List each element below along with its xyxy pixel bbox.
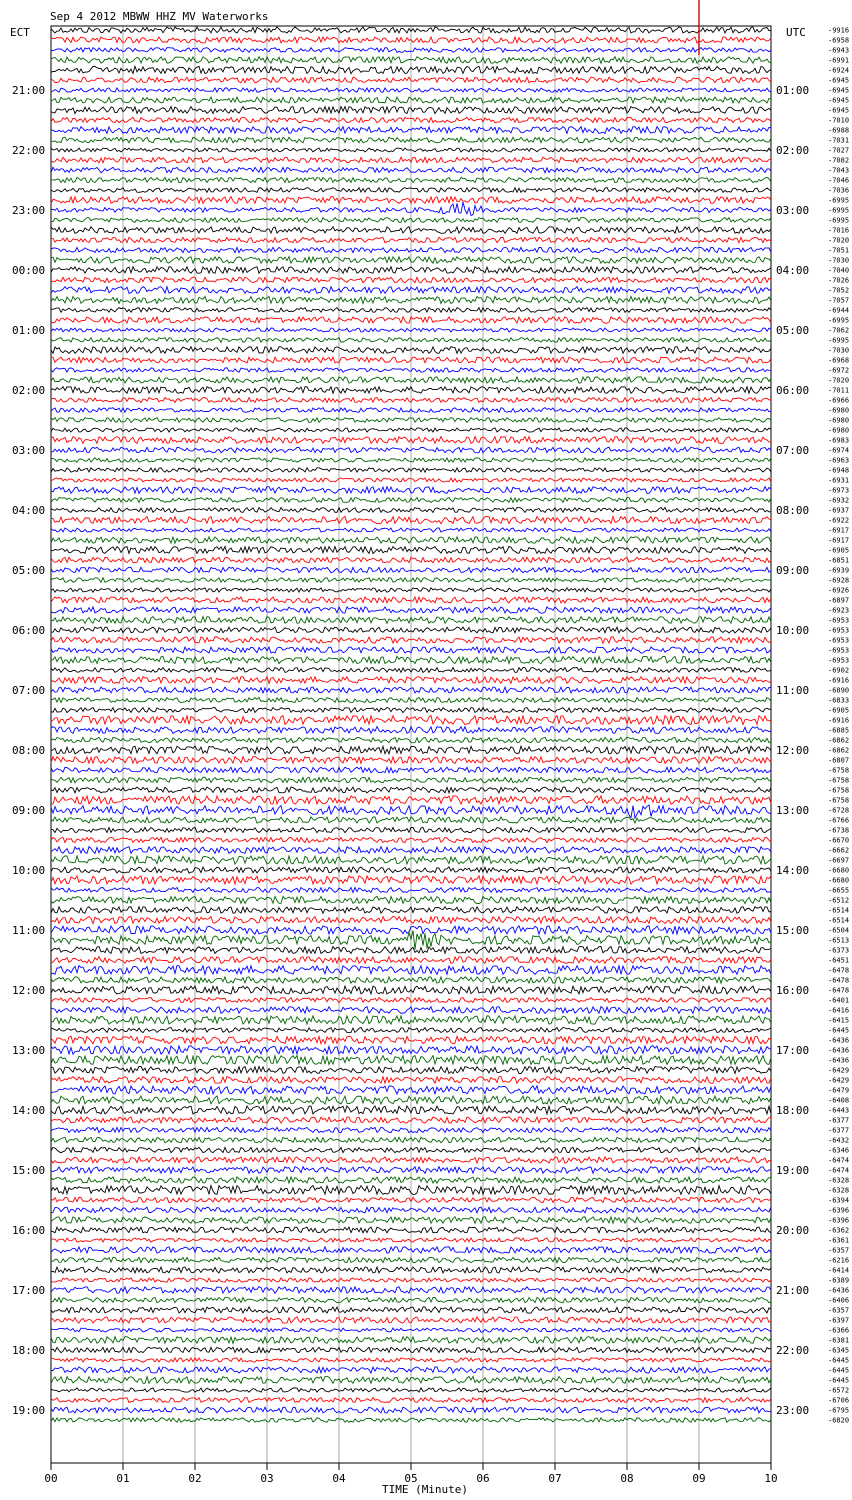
trace-offset-label: -6514: [828, 906, 850, 915]
trace-offset-label: -6396: [828, 1206, 850, 1215]
right-axis-label: UTC: [786, 26, 806, 39]
trace-offset-label: -6361: [828, 1236, 850, 1245]
utc-hour-label: 06:00: [776, 384, 810, 397]
x-tick-label: 09: [692, 1472, 706, 1485]
trace-offset-label: -7031: [828, 136, 850, 145]
trace-offset-label: -6958: [828, 36, 850, 45]
trace-offset-label: -6670: [828, 836, 850, 845]
trace-offset-label: -6479: [828, 1086, 850, 1095]
trace-offset-label: -6357: [828, 1306, 850, 1315]
trace-offset-label: -6445: [828, 1366, 850, 1375]
trace-offset-label: -6728: [828, 806, 850, 815]
trace-offset-label: -6513: [828, 936, 850, 945]
trace-offset-label: -6917: [828, 536, 850, 545]
utc-hour-label: 05:00: [776, 324, 810, 337]
trace-offset-label: -7030: [828, 256, 850, 265]
trace-offset-label: -6980: [828, 406, 850, 415]
trace-offset-label: -6953: [828, 626, 850, 635]
trace-offset-label: -6862: [828, 746, 850, 755]
utc-hour-label: 13:00: [776, 804, 810, 817]
x-tick-label: 07: [548, 1472, 562, 1485]
trace-offset-label: -6758: [828, 786, 850, 795]
ect-hour-label: 16:00: [12, 1224, 46, 1237]
trace-offset-label: -7062: [828, 326, 850, 335]
utc-hour-label: 19:00: [776, 1164, 810, 1177]
trace-offset-label: -6429: [828, 1076, 850, 1085]
trace-offset-label: -6937: [828, 506, 850, 515]
trace-offset-label: -6401: [828, 996, 850, 1005]
trace-offset-label: -6406: [828, 1296, 850, 1305]
trace-offset-label: -6758: [828, 776, 850, 785]
trace-offset-label: -6738: [828, 826, 850, 835]
x-tick-label: 03: [260, 1472, 274, 1485]
utc-hour-label: 16:00: [776, 984, 810, 997]
ect-hour-label: 01:00: [12, 324, 46, 337]
trace-offset-label: -6944: [828, 306, 850, 315]
trace-offset-label: -6397: [828, 1316, 850, 1325]
ect-hour-label: 06:00: [12, 624, 46, 637]
trace-offset-label: -6916: [828, 676, 850, 685]
trace-offset-label: -6389: [828, 1276, 850, 1285]
trace-offset-label: -7057: [828, 296, 850, 305]
trace-offset-label: -6953: [828, 636, 850, 645]
ect-hour-label: 19:00: [12, 1404, 46, 1417]
utc-hour-label: 10:00: [776, 624, 810, 637]
left-axis-label: ECT: [10, 26, 30, 39]
trace-offset-label: -6394: [828, 1196, 850, 1205]
trace-offset-label: -6916: [828, 716, 850, 725]
trace-offset-label: -6706: [828, 1396, 850, 1405]
trace-offset-label: -6758: [828, 796, 850, 805]
trace-offset-label: -6963: [828, 456, 850, 465]
trace-offset-label: -6429: [828, 1066, 850, 1075]
ect-hour-label: 02:00: [12, 384, 46, 397]
chart-title: Sep 4 2012 MBWW HHZ MV Waterworks: [50, 10, 269, 23]
trace-offset-label: -6932: [828, 496, 850, 505]
ect-hour-label: 15:00: [12, 1164, 46, 1177]
trace-offset-label: -6362: [828, 1226, 850, 1235]
trace-offset-label: -6445: [828, 1356, 850, 1365]
utc-hour-label: 04:00: [776, 264, 810, 277]
trace-offset-label: -6928: [828, 576, 850, 585]
trace-offset-label: -7082: [828, 156, 850, 165]
trace-offset-label: -6436: [828, 1056, 850, 1065]
ect-hour-label: 05:00: [12, 564, 46, 577]
trace-offset-label: -6697: [828, 856, 850, 865]
utc-hour-label: 20:00: [776, 1224, 810, 1237]
utc-hour-label: 12:00: [776, 744, 810, 757]
trace-offset-label: -6983: [828, 436, 850, 445]
trace-offset-label: -6377: [828, 1126, 850, 1135]
trace-offset-label: -6416: [828, 1006, 850, 1015]
trace-offset-label: -6862: [828, 736, 850, 745]
trace-offset-label: -7010: [828, 116, 850, 125]
x-tick-label: 02: [188, 1472, 202, 1485]
utc-hour-label: 09:00: [776, 564, 810, 577]
utc-hour-label: 18:00: [776, 1104, 810, 1117]
trace-offset-label: -7043: [828, 166, 850, 175]
trace-offset-label: -6972: [828, 366, 850, 375]
trace-offset-label: -6346: [828, 1146, 850, 1155]
trace-offset-label: -6926: [828, 586, 850, 595]
trace-offset-label: -6902: [828, 666, 850, 675]
utc-hour-label: 07:00: [776, 444, 810, 457]
trace-offset-label: -6436: [828, 1286, 850, 1295]
utc-hour-label: 14:00: [776, 864, 810, 877]
trace-offset-label: -6758: [828, 766, 850, 775]
trace-offset-label: -6474: [828, 1156, 850, 1165]
utc-hour-label: 08:00: [776, 504, 810, 517]
ect-hour-label: 09:00: [12, 804, 46, 817]
trace-offset-label: -7020: [828, 236, 850, 245]
trace-offset-label: -6766: [828, 816, 850, 825]
trace-offset-label: -7036: [828, 186, 850, 195]
x-tick-label: 05: [404, 1472, 418, 1485]
x-tick-label: 06: [476, 1472, 490, 1485]
trace-offset-label: -6432: [828, 1136, 850, 1145]
trace-offset-label: -6851: [828, 556, 850, 565]
trace-offset-label: -7020: [828, 376, 850, 385]
trace-offset-label: -6890: [828, 686, 850, 695]
ect-hour-label: 08:00: [12, 744, 46, 757]
ect-hour-label: 10:00: [12, 864, 46, 877]
utc-hour-label: 15:00: [776, 924, 810, 937]
trace-offset-label: -6953: [828, 656, 850, 665]
ect-hour-label: 11:00: [12, 924, 46, 937]
ect-hour-label: 12:00: [12, 984, 46, 997]
trace-offset-label: -6905: [828, 706, 850, 715]
trace-offset-label: -6445: [828, 1376, 850, 1385]
x-axis-label: TIME (Minute): [381, 1483, 469, 1496]
trace-offset-label: -7026: [828, 276, 850, 285]
utc-hour-label: 03:00: [776, 204, 810, 217]
utc-hour-label: 01:00: [776, 84, 810, 97]
trace-offset-label: -6415: [828, 1016, 850, 1025]
trace-offset-label: -6945: [828, 106, 850, 115]
x-tick-label: 10: [764, 1472, 778, 1485]
trace-offset-label: -6436: [828, 1036, 850, 1045]
utc-hour-label: 21:00: [776, 1284, 810, 1297]
trace-offset-label: -6980: [828, 426, 850, 435]
trace-offset-label: -6662: [828, 846, 850, 855]
trace-offset-label: -6923: [828, 606, 850, 615]
ect-hour-label: 23:00: [12, 204, 46, 217]
utc-hour-label: 22:00: [776, 1344, 810, 1357]
trace-offset-label: -6966: [828, 396, 850, 405]
ect-hour-label: 22:00: [12, 144, 46, 157]
trace-offset-label: -6345: [828, 1346, 850, 1355]
trace-offset-label: -7051: [828, 246, 850, 255]
utc-hour-label: 11:00: [776, 684, 810, 697]
trace-offset-label: -9916: [828, 26, 850, 35]
ect-hour-label: 00:00: [12, 264, 46, 277]
ect-hour-label: 21:00: [12, 84, 46, 97]
trace-offset-label: -6504: [828, 926, 850, 935]
trace-offset-label: -6514: [828, 916, 850, 925]
trace-offset-label: -6445: [828, 1026, 850, 1035]
trace-offset-label: -6905: [828, 546, 850, 555]
trace-offset-label: -6366: [828, 1326, 850, 1335]
trace-offset-label: -6945: [828, 76, 850, 85]
ect-hour-label: 13:00: [12, 1044, 46, 1057]
trace-offset-label: -6373: [828, 946, 850, 955]
utc-hour-label: 23:00: [776, 1404, 810, 1417]
trace-offset-label: -6443: [828, 1106, 850, 1115]
trace-offset-label: -6897: [828, 596, 850, 605]
trace-offset-label: -6414: [828, 1266, 850, 1275]
trace-offset-label: -6924: [828, 66, 850, 75]
trace-offset-label: -6948: [828, 466, 850, 475]
trace-offset-label: -6451: [828, 956, 850, 965]
trace-offset-label: -6931: [828, 476, 850, 485]
trace-offset-label: -6377: [828, 1116, 850, 1125]
ect-hour-label: 04:00: [12, 504, 46, 517]
trace-offset-label: -6945: [828, 96, 850, 105]
trace-offset-label: -6980: [828, 416, 850, 425]
trace-offset-label: -6357: [828, 1246, 850, 1255]
trace-offset-label: -6973: [828, 486, 850, 495]
trace-offset-label: -7030: [828, 346, 850, 355]
trace-offset-label: -6995: [828, 216, 850, 225]
trace-offset-label: -6795: [828, 1406, 850, 1415]
trace-offset-label: -6922: [828, 516, 850, 525]
trace-offset-label: -6974: [828, 446, 850, 455]
trace-offset-label: -6939: [828, 566, 850, 575]
trace-offset-label: -6381: [828, 1336, 850, 1345]
ect-hour-label: 18:00: [12, 1344, 46, 1357]
ect-hour-label: 03:00: [12, 444, 46, 457]
utc-hour-label: 02:00: [776, 144, 810, 157]
trace-offset-label: -6820: [828, 1416, 850, 1425]
trace-offset-label: -6478: [828, 966, 850, 975]
trace-offset-label: -6478: [828, 976, 850, 985]
trace-offset-label: -6572: [828, 1386, 850, 1395]
trace-offset-label: -6436: [828, 1046, 850, 1055]
trace-offset-label: -7027: [828, 146, 850, 155]
trace-offset-label: -6917: [828, 526, 850, 535]
x-tick-label: 01: [116, 1472, 130, 1485]
trace-offset-label: -7016: [828, 226, 850, 235]
trace-offset-label: -6328: [828, 1176, 850, 1185]
trace-offset-label: -7040: [828, 266, 850, 275]
utc-hour-label: 17:00: [776, 1044, 810, 1057]
trace-offset-label: -6968: [828, 356, 850, 365]
trace-offset-label: -6512: [828, 896, 850, 905]
trace-offset-label: -6408: [828, 1096, 850, 1105]
trace-offset-label: -6995: [828, 336, 850, 345]
trace-offset-label: -6995: [828, 206, 850, 215]
trace-offset-label: -6995: [828, 196, 850, 205]
ect-hour-label: 07:00: [12, 684, 46, 697]
trace-offset-label: -6680: [828, 866, 850, 875]
trace-offset-label: -6474: [828, 1166, 850, 1175]
ect-hour-label: 14:00: [12, 1104, 46, 1117]
trace-offset-label: -6216: [828, 1256, 850, 1265]
trace-offset-label: -6833: [828, 696, 850, 705]
trace-offset-label: -6995: [828, 316, 850, 325]
trace-offset-label: -6988: [828, 126, 850, 135]
trace-offset-label: -6943: [828, 46, 850, 55]
ect-hour-label: 17:00: [12, 1284, 46, 1297]
trace-offset-label: -6655: [828, 886, 850, 895]
trace-offset-label: -6807: [828, 756, 850, 765]
trace-offset-label: -7046: [828, 176, 850, 185]
trace-offset-label: -7011: [828, 386, 850, 395]
trace-offset-label: -6396: [828, 1216, 850, 1225]
trace-offset-label: -6953: [828, 646, 850, 655]
trace-offset-label: -7052: [828, 286, 850, 295]
x-tick-label: 00: [44, 1472, 58, 1485]
trace-offset-label: -6478: [828, 986, 850, 995]
trace-offset-label: -6680: [828, 876, 850, 885]
x-tick-label: 04: [332, 1472, 346, 1485]
trace-offset-label: -6945: [828, 86, 850, 95]
trace-offset-label: -6328: [828, 1186, 850, 1195]
trace-offset-label: -6953: [828, 616, 850, 625]
trace-offset-label: -6885: [828, 726, 850, 735]
x-tick-label: 08: [620, 1472, 634, 1485]
trace-offset-label: -6991: [828, 56, 850, 65]
